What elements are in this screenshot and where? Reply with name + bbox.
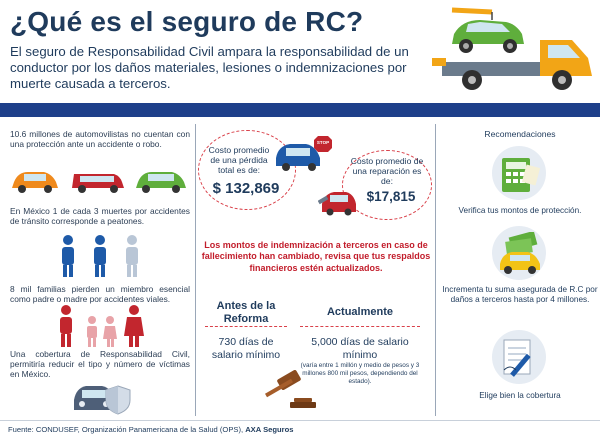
tow-truck-icon <box>432 0 600 100</box>
rec-increase-coverage: Incrementa tu suma asegurada de R.C por daños a terceros hasta por 4 millones. <box>442 285 598 304</box>
recommendations-title: Recomendaciones <box>484 129 556 139</box>
currently-divider <box>300 326 420 327</box>
car-shield-icon <box>72 380 132 416</box>
header <box>0 0 600 104</box>
currently-value: 5,000 días de salario mínimo <box>311 336 409 361</box>
before-reform-divider <box>205 326 287 327</box>
family-icon <box>50 304 150 348</box>
total-loss-label: Costo promedio de una pérdida total es de: <box>208 145 270 175</box>
footer-source <box>8 425 293 434</box>
before-reform-value: 730 días de salario mínimo <box>211 336 281 361</box>
pedestrians-icon <box>50 234 150 278</box>
currently-note: (varía entre 1 millón y medio de pesos y 3 millones 800 mil pesos, dependiendo del estado). <box>300 362 420 385</box>
rec-check-amounts: Verifica tus montos de protección. <box>458 206 582 215</box>
intro-text: El seguro de Responsabilidad Civil ampara la responsabilidad de un conductor por los daños materiales, lesiones o indemnizaciones por muerte causada a terceros. <box>10 44 409 91</box>
stat-pedestrian-deaths: En México 1 de cada 3 muertes por accidentes de tránsito corresponde a peatones. <box>10 206 190 226</box>
divider-right <box>435 124 436 416</box>
stat-coverage: Una cobertura de Responsabilidad Civil, permitiría reducir el tipo y número de víctimas en México. <box>10 349 190 379</box>
stop-sign-text: STOP <box>316 140 330 145</box>
stat-families: 8 mil familias pierden un miembro esencial como padre o madre por accidentes viales. <box>10 284 190 304</box>
currently-heading: Actualmente <box>326 306 394 318</box>
stat-uninsured-drivers: 10.6 millones de automovilistas no cuentan con una protección ante un accidente o robo. <box>10 129 190 149</box>
repair-car-icon <box>318 186 358 216</box>
gavel-icon <box>258 370 318 412</box>
money-car-icon <box>496 232 544 276</box>
header-band <box>0 103 600 117</box>
divider-left <box>195 124 196 416</box>
repair-label: Costo promedio de una reparación es de: <box>350 156 424 186</box>
calculator-icon <box>498 152 542 194</box>
footer-source-text: Fuente: CONDUSEF, Organización Panamericana de la Salud (OPS), <box>8 425 246 434</box>
rec-choose-coverage: Elige bien la cobertura <box>479 391 561 400</box>
contract-pen-icon <box>498 336 544 378</box>
total-loss-value: $ 132,869 <box>212 180 280 197</box>
footer-divider <box>0 420 600 421</box>
repair-value: $17,815 <box>366 189 416 204</box>
page-title: ¿Qué es el seguro de RC? <box>10 6 364 37</box>
indemnity-warning: Los montos de indemnización a terceros en caso de fallecimiento han cambiado, revisa que tus respaldos financieros estén actualizados. <box>201 240 431 273</box>
before-reform-heading: Antes de la Reforma <box>216 300 276 325</box>
footer-brand: AXA Seguros <box>245 425 294 434</box>
cars-icon <box>10 168 190 194</box>
